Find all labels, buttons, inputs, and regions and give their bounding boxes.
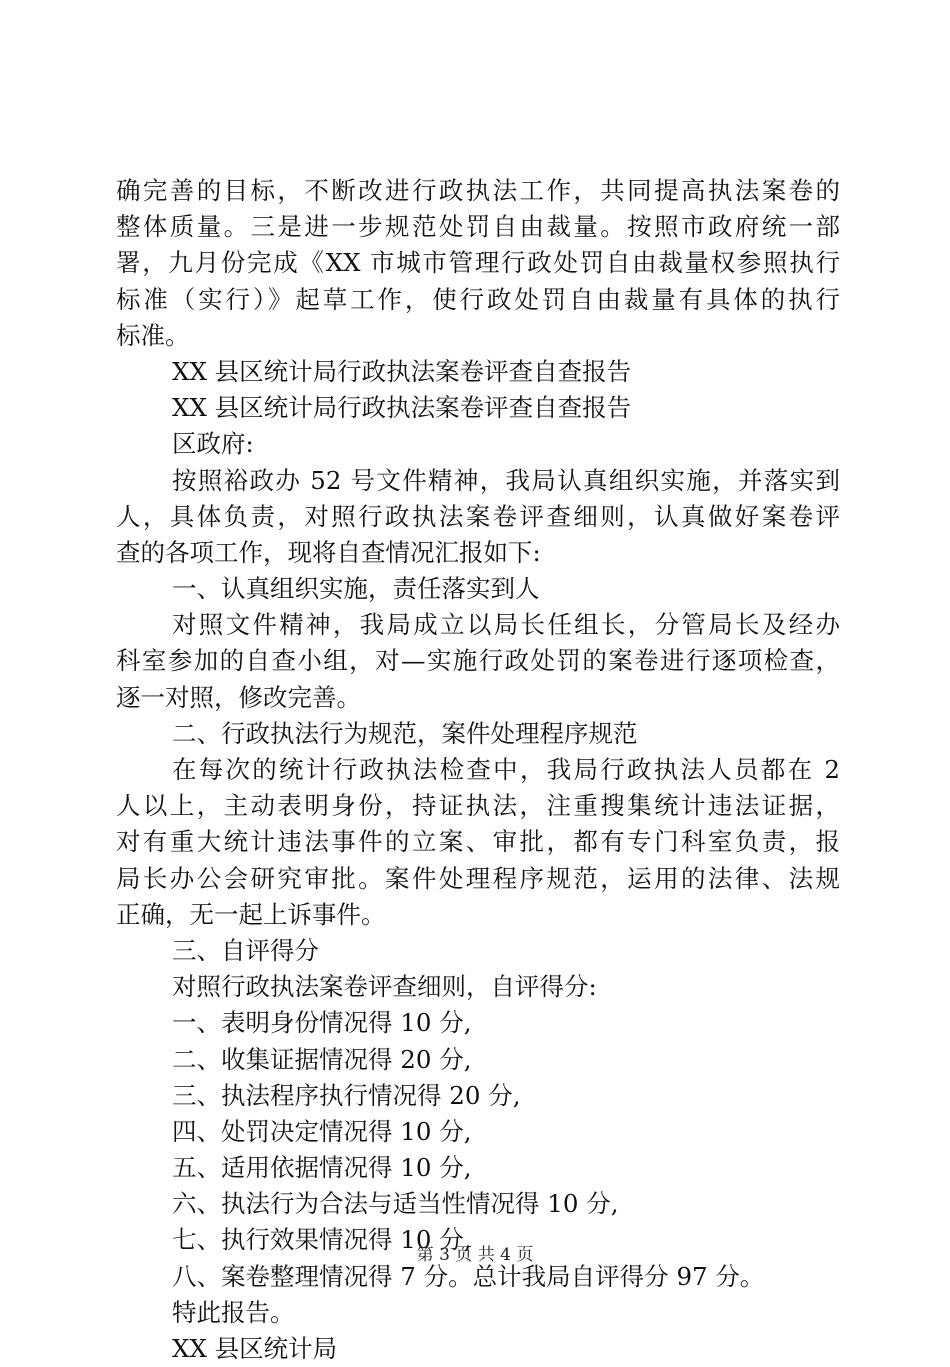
score-item: 七、执行效果情况得 10 分, xyxy=(172,1225,472,1255)
text-line: 标准。 xyxy=(116,320,190,350)
text-line: 在每次的统计行政执法检查中，我局行政执法人员都在 2 xyxy=(172,755,840,784)
recipient: 区政府: xyxy=(172,429,254,459)
section-heading: 三、自评得分 xyxy=(172,935,319,965)
text-line: 科室参加的自查小组，对—实施行政处罚的案卷进行逐项检查， xyxy=(116,646,840,676)
score-item: 五、适用依据情况得 10 分, xyxy=(172,1153,472,1183)
text-line: 按照裕政办 52 号文件精神，我局认真组织实施，并落实到 xyxy=(172,465,840,495)
score-item: 四、处罚决定情况得 10 分, xyxy=(172,1116,472,1146)
text-line: 确完善的目标，不断改进行政执法工作，共同提高执法案卷的 xyxy=(116,176,840,205)
score-item: 一、表明身份情况得 10 分, xyxy=(172,1008,472,1038)
score-item: 六、执法行为合法与适当性情况得 10 分, xyxy=(172,1189,619,1219)
section-heading: 二、行政执法行为规范，案件处理程序规范 xyxy=(172,718,638,748)
report-title: XX 县区统计局行政执法案卷评查自查报告 xyxy=(172,356,632,386)
page-number-label: 第 3 页 共 4 页 xyxy=(416,1245,534,1265)
closing-text: 特此报告。 xyxy=(172,1297,295,1327)
text-line: 对有重大统计违法事件的立案、审批，都有专门科室负责，报 xyxy=(116,827,840,857)
signature-organization: XX 县区统计局 xyxy=(172,1334,338,1363)
score-item: 二、收集证据情况得 20 分, xyxy=(172,1044,472,1074)
text-line: 标准（实行）》起草工作，使行政处罚自由裁量有具体的执行 xyxy=(116,284,840,314)
section-heading: 一、认真组织实施，责任落实到人 xyxy=(172,574,540,604)
text-line: 人，具体负责，对照行政执法案卷评查细则，认真做好案卷评 xyxy=(116,501,840,531)
text-line: 署，九月份完成《XX 市城市管理行政处罚自由裁量权参照执行 xyxy=(116,248,840,278)
score-item: 三、执法程序执行情况得 20 分, xyxy=(172,1080,521,1110)
text-line: 对照行政执法案卷评查细则，自评得分: xyxy=(172,972,597,1002)
document-body xyxy=(116,173,840,1367)
text-line: 整体质量。三是进一步规范处罚自由裁量。按照市政府统一部 xyxy=(116,212,840,242)
report-title: XX 县区统计局行政执法案卷评查自查报告 xyxy=(172,393,632,423)
text-line: 正确，无一起上诉事件。 xyxy=(116,899,386,929)
text-line: 查的各项工作，现将自查情况汇报如下: xyxy=(116,537,541,567)
page-footer xyxy=(0,1243,950,1267)
text-line: 逐一对照，修改完善。 xyxy=(116,682,361,712)
text-line: 局长办公会研究审批。案件处理程序规范，运用的法律、法规 xyxy=(116,863,840,893)
text-line: 人以上，主动表明身份，持证执法，注重搜集统计违法证据， xyxy=(116,791,840,821)
text-line: 对照文件精神，我局成立以局长任组长，分管局长及经办 xyxy=(172,610,840,640)
score-item: 八、案卷整理情况得 7 分。总计我局自评得分 97 分。 xyxy=(172,1261,765,1291)
